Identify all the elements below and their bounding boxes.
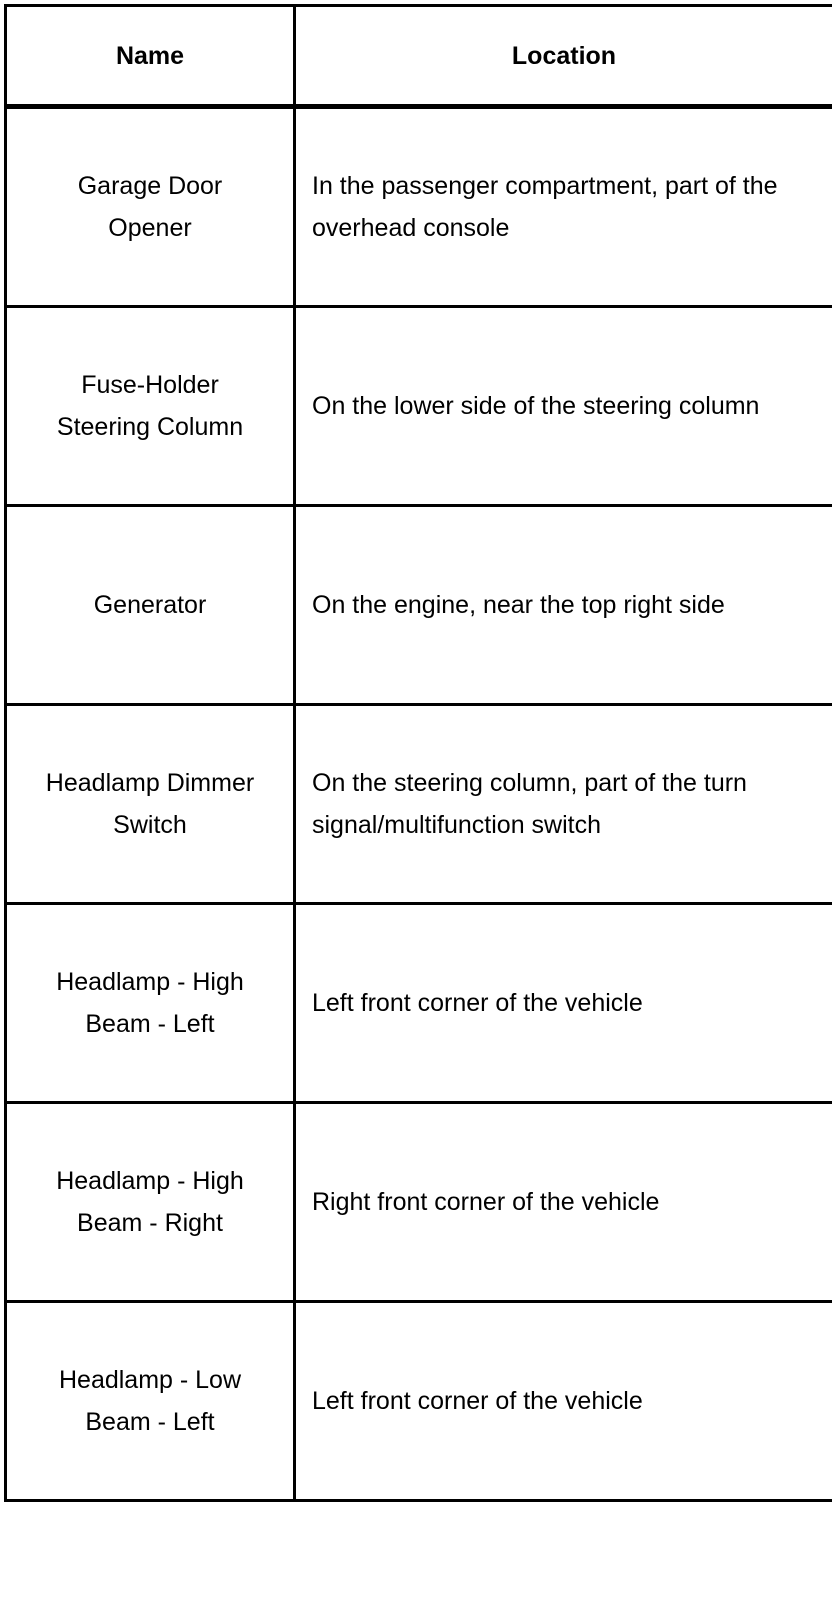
table-body xyxy=(6,107,832,1501)
location-cell: On the steering column, part of the turn signal/multifunction switch xyxy=(295,705,832,904)
component-location-table xyxy=(4,4,832,1502)
header-row xyxy=(6,6,832,107)
name-cell: Headlamp - High Beam - Left xyxy=(6,904,295,1103)
name-cell: Headlamp - Low Beam - Left xyxy=(6,1302,295,1501)
name-cell: Headlamp - High Beam - Right xyxy=(6,1103,295,1302)
location-cell: Left front corner of the vehicle xyxy=(295,904,832,1103)
table-row xyxy=(6,107,832,307)
table-row xyxy=(6,506,832,705)
location-cell: Left front corner of the vehicle xyxy=(295,1302,832,1501)
location-cell: Right front corner of the vehicle xyxy=(295,1103,832,1302)
location-cell: In the passenger compartment, part of the overhead console xyxy=(295,107,832,307)
table-row xyxy=(6,307,832,506)
name-cell: Headlamp Dimmer Switch xyxy=(6,705,295,904)
column-header-name: Name xyxy=(6,6,295,107)
table-row xyxy=(6,1302,832,1501)
name-cell: Fuse-Holder Steering Column xyxy=(6,307,295,506)
name-cell: Generator xyxy=(6,506,295,705)
table-row xyxy=(6,705,832,904)
location-cell: On the engine, near the top right side xyxy=(295,506,832,705)
table-row xyxy=(6,904,832,1103)
column-header-location: Location xyxy=(295,6,832,107)
table-row xyxy=(6,1103,832,1302)
location-cell: On the lower side of the steering column xyxy=(295,307,832,506)
name-cell: Garage Door Opener xyxy=(6,107,295,307)
table-header xyxy=(6,6,832,107)
